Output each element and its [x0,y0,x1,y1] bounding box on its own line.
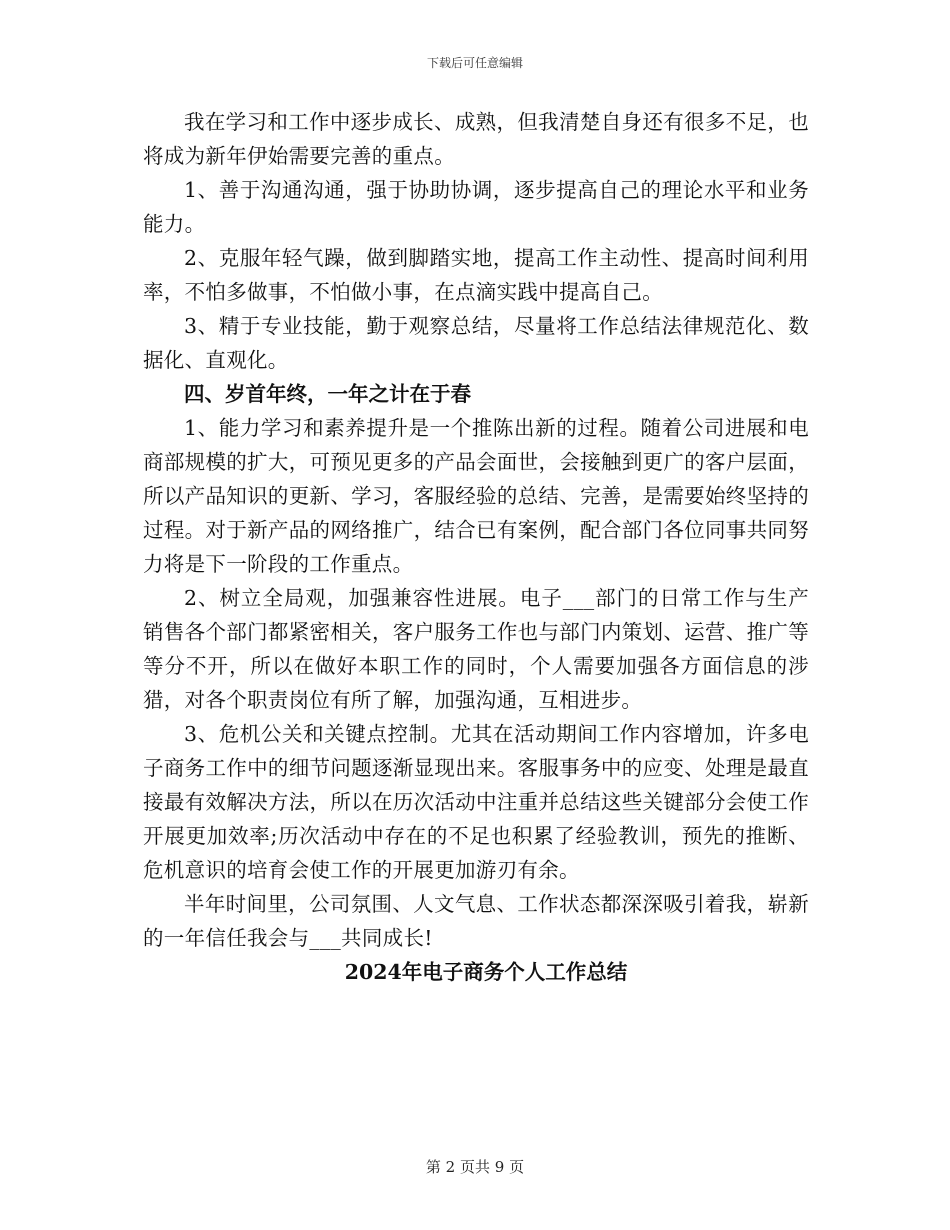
document-body [143,105,809,989]
paragraph-item-2: 2、克服年轻气躁，做到脚踏实地，提高工作主动性、提高时间利用率，不怕多做事，不怕做小事，在点滴实践中提高自己。 [143,246,809,304]
paragraph-item-1: 1、善于沟通沟通，强于协助协调，逐步提高自己的理论水平和业务能力。 [143,178,809,236]
paragraph-item-3: 3、精于专业技能，勤于观察总结，尽量将工作总结法律规范化、数据化、直观化。 [143,314,809,372]
section-paragraph-1: 1、能力学习和素养提升是一个推陈出新的过程。随着公司进展和电商部规模的扩大，可预见更多的产品会面世，会接触到更广的客户层面，所以产品知识的更新、学习，客服经验的总结、完善，是需要始终坚持的过程。对于新产品的网络推广，结合已有案例，配合部门各位同事共同努力将是下一阶段的工作重点。 [143,416,809,576]
section-paragraph-3: 3、危机公关和关键点控制。尤其在活动期间工作内容增加，许多电子商务工作中的细节问题逐渐显现出来。客服事务中的应变、处理是最直接最有效解决方法，所以在历次活动中注重并总结这些关键部分会使工作开展更加效率;历次活动中存在的不足也积累了经验教训，预先的推断、危机意识的培育会使工作的开展更加游刃有余。 [143,722,809,882]
page-header: 下载后可任意编辑 [426,56,523,70]
section-paragraph-2: 2、树立全局观，加强兼容性进展。电子___部门的日常工作与生产销售各个部门都紧密相关，客户服务工作也与部门内策划、运营、推广等等分不开，所以在做好本职工作的同时，个人需要加强各方面信息的涉猎，对各个职责岗位有所了解，加强沟通，互相进步。 [143,586,809,712]
section-heading: 四、岁首年终，一年之计在于春 [184,382,471,406]
next-document-title: 2024年电子商务个人工作总结 [344,960,628,984]
closing-paragraph: 半年时间里，公司氛围、人文气息、工作状态都深深吸引着我，崭新的一年信任我会与___共同成长! [143,892,809,950]
page-footer: 第 2 页共 9 页 [425,1158,525,1176]
paragraph-intro: 我在学习和工作中逐步成长、成熟，但我清楚自身还有很多不足，也将成为新年伊始需要完善的重点。 [143,110,809,168]
